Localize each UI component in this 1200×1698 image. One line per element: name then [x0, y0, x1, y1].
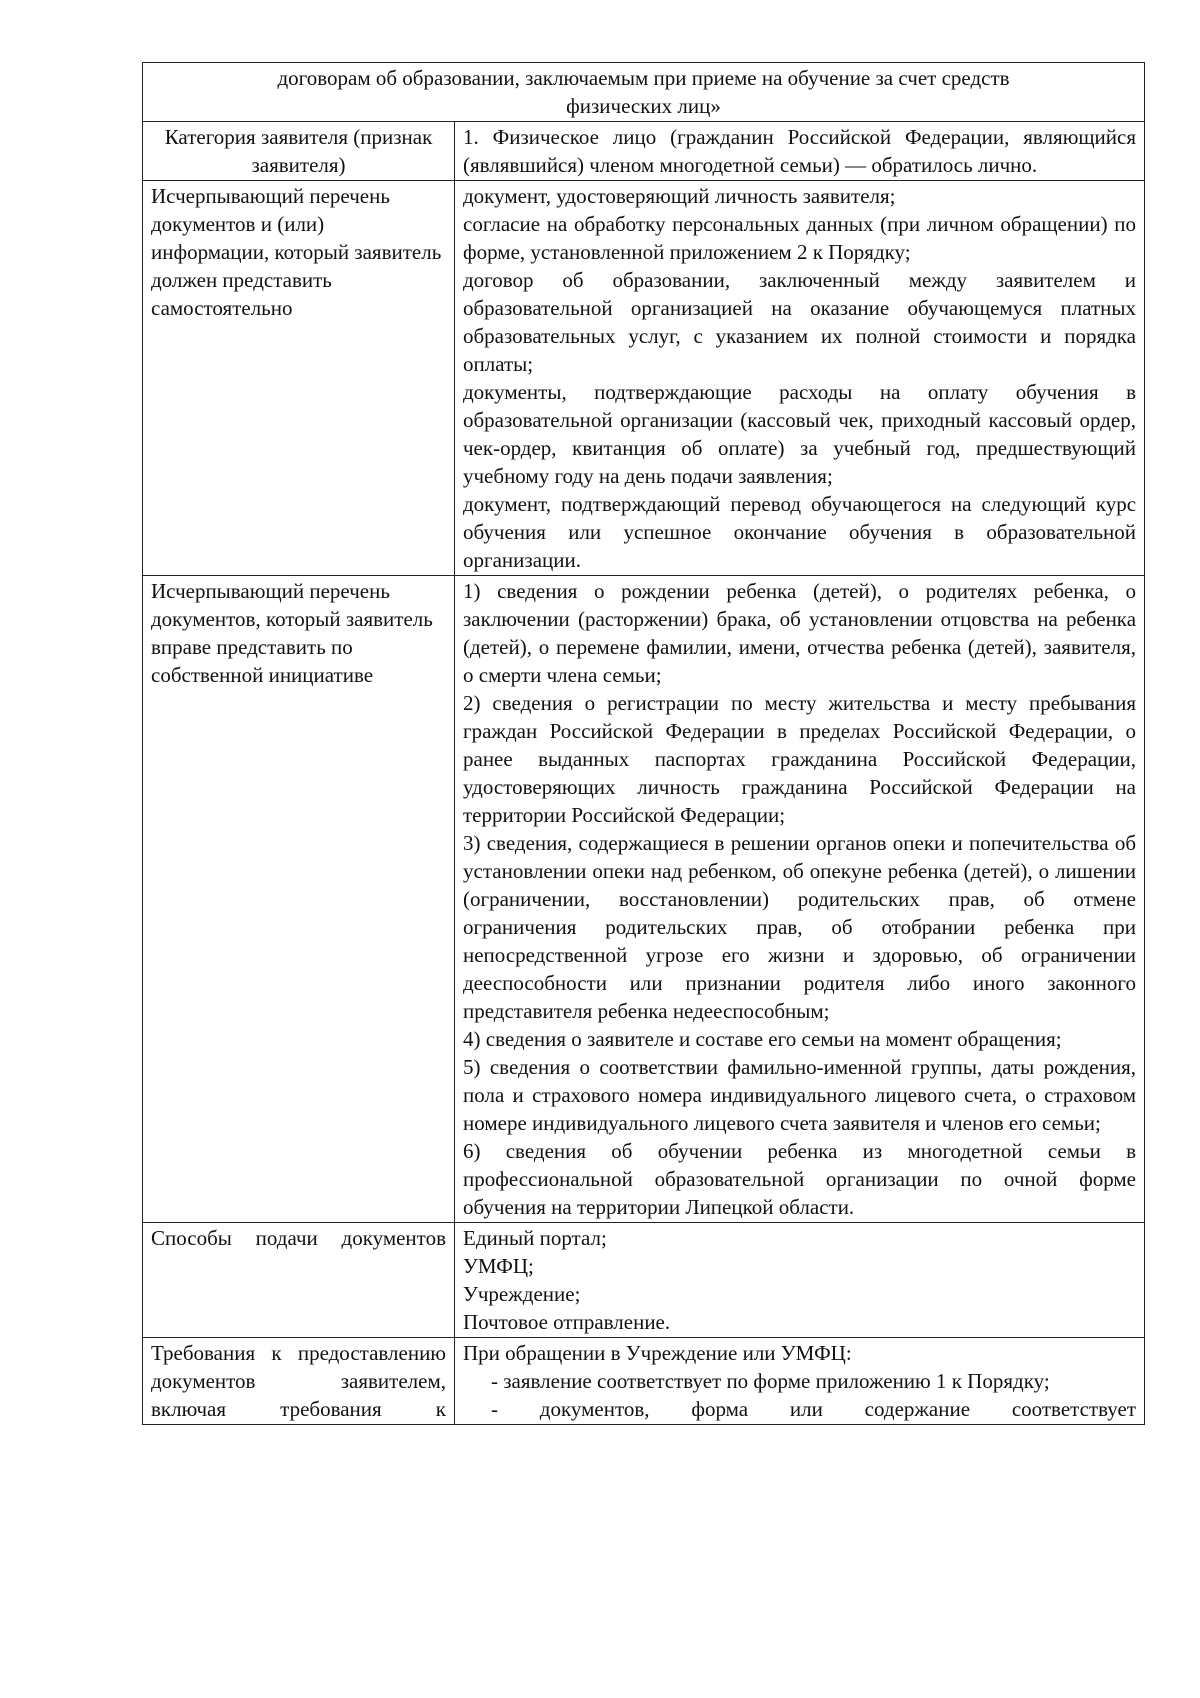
row-label: Способы подачи документов: [143, 1223, 455, 1338]
row-content: [455, 122, 1145, 181]
row-content: [455, 1338, 1145, 1425]
table-row: [143, 122, 1145, 181]
list-item: Почтовое отправление.: [463, 1310, 671, 1334]
row-content: [455, 181, 1145, 576]
row-label: Исчерпывающий перечень документов, который заявитель вправе представить по собственной инициативе: [143, 576, 455, 1223]
table-row: [143, 1223, 1145, 1338]
list-item: 3) сведения, содержащиеся в решении органов опеки и попечительства об установлении опеки над ребенком, об опекуне ребенка (детей), о лишении (ограничении, восстановлении) родительских прав, об отмене ограничения родительских прав, об отобрании ребенка при непосредственной угрозе его жизни и здоровью, об ограничении дееспособности или признании родителя либо иного законного представителя ребенка недееспособным;: [463, 831, 1137, 1023]
list-item: 2) сведения о регистрации по месту жительства и месту пребывания граждан Российской Федерации в пределах Российской Федерации, о ранее выданных паспортах гражданина Российской Федерации, удостоверяющих личность гражданина Российской Федерации на территории Российской Федерации;: [463, 691, 1137, 827]
header-line-2: физических лиц»: [566, 94, 721, 118]
service-table: [142, 62, 1145, 1425]
row-label: Требования к предоставлению документов заявителем, включая требования к: [143, 1338, 455, 1425]
list-item: - документов, форма или содержание соответствует: [491, 1397, 1137, 1421]
header-line-1: договорам об образовании, заключаемым при приеме на обучение за счет средств: [277, 66, 1010, 90]
list-item: договор об образовании, заключенный между заявителем и образовательной организацией на оказание обучающемуся платных образовательных услуг, с указанием их полной стоимости и порядка оплаты;: [463, 268, 1137, 376]
list-item: согласие на обработку персональных данных (при личном обращении) по форме, установленной приложением 2 к Порядку;: [463, 212, 1137, 264]
table-header-cell: [143, 63, 1145, 122]
list-item: - заявление соответствует по форме приложению 1 к Порядку;: [491, 1369, 1050, 1393]
row-content: [455, 1223, 1145, 1338]
row-label: Исчерпывающий перечень документов и (или) информации, который заявитель должен представить самостоятельно: [143, 181, 455, 576]
document-page: [142, 62, 1144, 1425]
row-label: Категория заявителя (признак заявителя): [143, 122, 455, 181]
list-item: документ, удостоверяющий личность заявителя;: [463, 184, 896, 208]
list-item: документы, подтверждающие расходы на оплату обучения в образовательной организации (кассовый чек, приходный кассовый ордер, чек-ордер, квитанция об оплате) за учебный год, предшествующий учебному году на день подачи заявления;: [463, 380, 1137, 488]
list-intro: При обращении в Учреждение или УМФЦ:: [463, 1341, 852, 1365]
list-item: 5) сведения о соответствии фамильно-именной группы, даты рождения, пола и страхового номера индивидуального лицевого счета, о страховом номере индивидуального лицевого счета заявителя и членов его семьи;: [463, 1055, 1137, 1135]
row-content: [455, 576, 1145, 1223]
list-item: 1. Физическое лицо (гражданин Российской Федерации, являющийся (являвшийся) членом многодетной семьи) — обратилось лично.: [463, 125, 1137, 177]
table-row: [143, 1338, 1145, 1425]
list-item: Учреждение;: [463, 1282, 581, 1306]
table-row: [143, 181, 1145, 576]
table-row: [143, 576, 1145, 1223]
list-item: Единый портал;: [463, 1226, 607, 1250]
list-item: УМФЦ;: [463, 1254, 534, 1278]
list-item: документ, подтверждающий перевод обучающегося на следующий курс обучения или успешное окончание обучения в образовательной организации.: [463, 492, 1137, 572]
list-item: 4) сведения о заявителе и составе его семьи на момент обращения;: [463, 1027, 1062, 1051]
table-header-row: [143, 63, 1145, 122]
list-item: 1) сведения о рождении ребенка (детей), о родителях ребенка, о заключении (расторжении) брака, об установлении отцовства на ребенка (детей), о перемене фамилии, имени, отчества ребенка (детей), заявителя, о смерти члена семьи;: [463, 579, 1137, 687]
list-item: 6) сведения об обучении ребенка из многодетной семьи в профессиональной образовательной организации по очной форме обучения на территории Липецкой области.: [463, 1139, 1137, 1219]
